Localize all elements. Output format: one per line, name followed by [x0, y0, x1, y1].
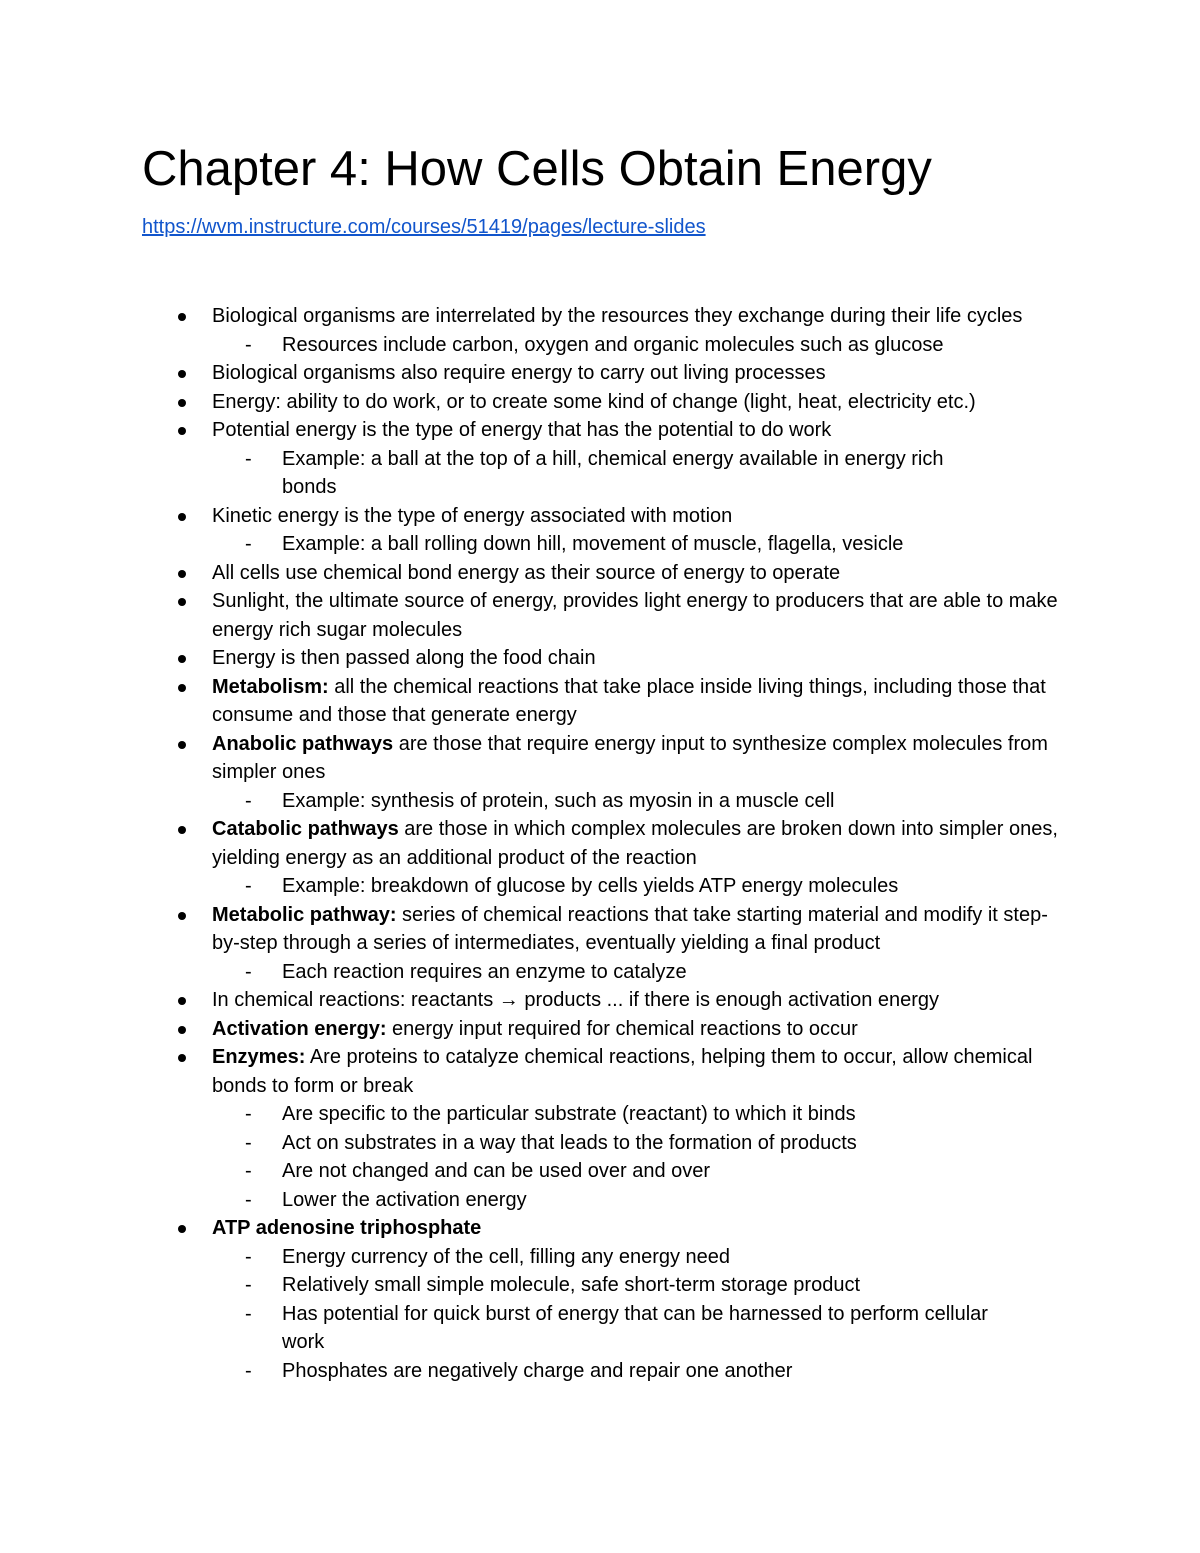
list-item — [0, 815, 1072, 901]
bullet-icon — [178, 598, 186, 606]
list-item — [0, 1043, 1072, 1214]
list-item-text — [212, 1217, 481, 1239]
bullet-icon — [178, 427, 186, 435]
sub-list — [212, 331, 1072, 360]
bullet-icon — [178, 1054, 186, 1062]
definition-text: are those in which complex molecules are broken down into simpler ones, yielding energy as an additional product of the reaction — [212, 818, 1058, 869]
list-item — [0, 644, 1072, 673]
sub-list-item — [212, 1129, 1002, 1158]
list-item — [0, 502, 1072, 559]
bullet-icon — [178, 399, 186, 407]
definition-text: Biological organisms are interrelated by the resources they exchange during their life cycles — [212, 305, 1023, 327]
dash-icon: - — [245, 533, 252, 555]
page-title: Chapter 4: How Cells Obtain Energy — [142, 142, 932, 196]
sub-item-text: Are not changed and can be used over and over — [282, 1160, 711, 1182]
list-item — [0, 302, 1072, 359]
list-item-text — [212, 904, 1048, 955]
sub-item-text: Energy currency of the cell, filling any energy need — [282, 1245, 731, 1268]
sub-list-item — [212, 1186, 1002, 1215]
sub-item-text: Each reaction requires an enzyme to catalyze — [282, 960, 687, 983]
sub-list — [212, 1100, 1072, 1214]
term-label: Enzymes: — [212, 1046, 306, 1068]
sub-item-text: Has potential for quick burst of energy that can be harnessed to perform cellular work — [282, 1302, 988, 1353]
list-item — [0, 1214, 1072, 1385]
definition-text: series of chemical reactions that take starting material and modify it step-by-step through a series of intermediates, eventually yielding a final product — [212, 903, 1048, 954]
definition-text: Sunlight, the ultimate source of energy, provides light energy to producers that are able to make energy rich sugar molecules — [212, 590, 1058, 641]
list-item-text — [212, 733, 1048, 784]
list-item-text — [212, 1018, 858, 1040]
dash-icon: - — [245, 1245, 252, 1268]
sub-item-text: Relatively small simple molecule, safe short-term storage product — [282, 1274, 860, 1296]
bullet-icon — [178, 912, 186, 920]
bullet-icon — [178, 313, 186, 321]
list-item — [0, 559, 1072, 588]
list-item-text — [212, 989, 939, 1011]
notes-list — [0, 302, 1200, 1385]
sub-list — [212, 787, 1072, 816]
sub-item-text: Example: breakdown of glucose by cells yields ATP energy molecules — [282, 875, 899, 897]
dash-icon: - — [245, 960, 252, 983]
dash-icon: - — [245, 875, 252, 897]
bullet-icon — [178, 826, 186, 834]
sub-list-item — [212, 787, 1002, 816]
list-item-text — [212, 676, 1046, 727]
bullet-icon — [178, 1026, 186, 1034]
list-item-text — [212, 419, 831, 441]
dash-icon: - — [245, 1359, 252, 1382]
bullet-icon — [178, 570, 186, 578]
sub-list-item — [212, 1271, 1002, 1300]
sub-list-item — [212, 530, 1002, 559]
definition-text: In chemical reactions: reactants → products ... if there is enough activation energy — [212, 989, 940, 1011]
definition-text: Kinetic energy is the type of energy associated with motion — [212, 504, 733, 527]
bullet-icon — [178, 513, 186, 521]
list-item-text — [212, 562, 840, 584]
list-item — [0, 388, 1072, 417]
term-label: Anabolic pathways — [212, 732, 394, 755]
sub-list — [212, 445, 1072, 502]
sub-item-text: Example: a ball rolling down hill, movement of muscle, flagella, vesicle — [282, 533, 904, 555]
dash-icon: - — [245, 1188, 252, 1211]
dash-icon: - — [245, 333, 252, 356]
list-item-text — [212, 305, 1022, 327]
bullet-icon — [178, 655, 186, 663]
sub-list-item — [212, 331, 1002, 360]
list-item — [0, 587, 1072, 644]
sub-list — [212, 530, 1072, 559]
sub-list-item — [212, 872, 1002, 901]
sub-item-text: Example: a ball at the top of a hill, chemical energy available in energy rich bonds — [282, 447, 944, 498]
sub-list-item — [212, 445, 1002, 502]
bullet-icon — [178, 741, 186, 749]
list-item — [0, 901, 1072, 987]
dash-icon: - — [245, 447, 252, 470]
list-item-text — [212, 647, 596, 669]
term-label: Metabolic pathway: — [212, 903, 397, 926]
term-label: Catabolic pathways — [212, 818, 399, 840]
term-label: Activation energy: — [212, 1017, 387, 1040]
dash-icon: - — [245, 1302, 252, 1325]
list-item-text — [212, 362, 826, 384]
sub-item-text: Resources include carbon, oxygen and organic molecules such as glucose — [282, 333, 944, 356]
dash-icon: - — [245, 1274, 252, 1296]
list-item — [0, 730, 1072, 816]
list-item-text — [212, 1046, 1032, 1097]
sub-list-item — [212, 1243, 1002, 1272]
sub-list — [212, 1243, 1072, 1386]
sub-list — [212, 958, 1072, 987]
definition-text: Biological organisms also require energy to carry out living processes — [212, 362, 826, 384]
bullet-icon — [178, 1225, 186, 1233]
sub-list-item — [212, 958, 1002, 987]
list-item-text — [212, 505, 732, 527]
definition-text: Energy: ability to do work, or to create some kind of change (light, heat, electricity etc.) — [212, 390, 976, 413]
sub-item-text: Act on substrates in a way that leads to the formation of products — [282, 1131, 857, 1154]
sub-item-text: Are specific to the particular substrate (reactant) to which it binds — [282, 1103, 856, 1125]
dash-icon: - — [245, 789, 252, 812]
list-item — [0, 359, 1072, 388]
list-item-text — [212, 391, 976, 413]
bullet-icon — [178, 684, 186, 692]
dash-icon: - — [245, 1131, 252, 1154]
list-item — [0, 986, 1072, 1015]
list-item-text — [212, 590, 1058, 641]
sub-item-text: Phosphates are negatively charge and repair one another — [282, 1359, 793, 1382]
definition-text: Are proteins to catalyze chemical reactions, helping them to occur, allow chemical bonds to form or break — [212, 1046, 1033, 1097]
list-item — [0, 673, 1072, 730]
sub-list-item — [212, 1300, 1002, 1357]
definition-text: All cells use chemical bond energy as their source of energy to operate — [212, 561, 841, 584]
definition-text: are those that require energy input to synthesize complex molecules from simpler ones — [212, 732, 1048, 783]
term-label: Metabolism: — [212, 675, 329, 698]
list-item — [0, 1015, 1072, 1044]
lecture-slides-link[interactable]: https://wvm.instructure.com/courses/51419/pages/lecture-slides — [142, 216, 706, 238]
list-item — [0, 416, 1072, 502]
bullet-icon — [178, 370, 186, 378]
definition-text: Potential energy is the type of energy that has the potential to do work — [212, 419, 832, 441]
sub-list-item — [212, 1357, 1002, 1386]
definition-text: energy input required for chemical reactions to occur — [386, 1017, 858, 1040]
sub-item-text: Example: synthesis of protein, such as myosin in a muscle cell — [282, 789, 835, 812]
dash-icon: - — [245, 1103, 252, 1125]
term-label: ATP adenosine triphosphate — [212, 1217, 482, 1239]
dash-icon: - — [245, 1160, 252, 1182]
sub-item-text: Lower the activation energy — [282, 1188, 527, 1211]
definition-text: all the chemical reactions that take place inside living things, including those that consume and those that generate energy — [212, 675, 1046, 726]
list-item-text — [212, 818, 1058, 869]
definition-text: Energy is then passed along the food chain — [212, 647, 596, 669]
sub-list-item — [212, 1157, 1002, 1186]
sub-list-item — [212, 1100, 1002, 1129]
bullet-icon — [178, 997, 186, 1005]
sub-list — [212, 872, 1072, 901]
